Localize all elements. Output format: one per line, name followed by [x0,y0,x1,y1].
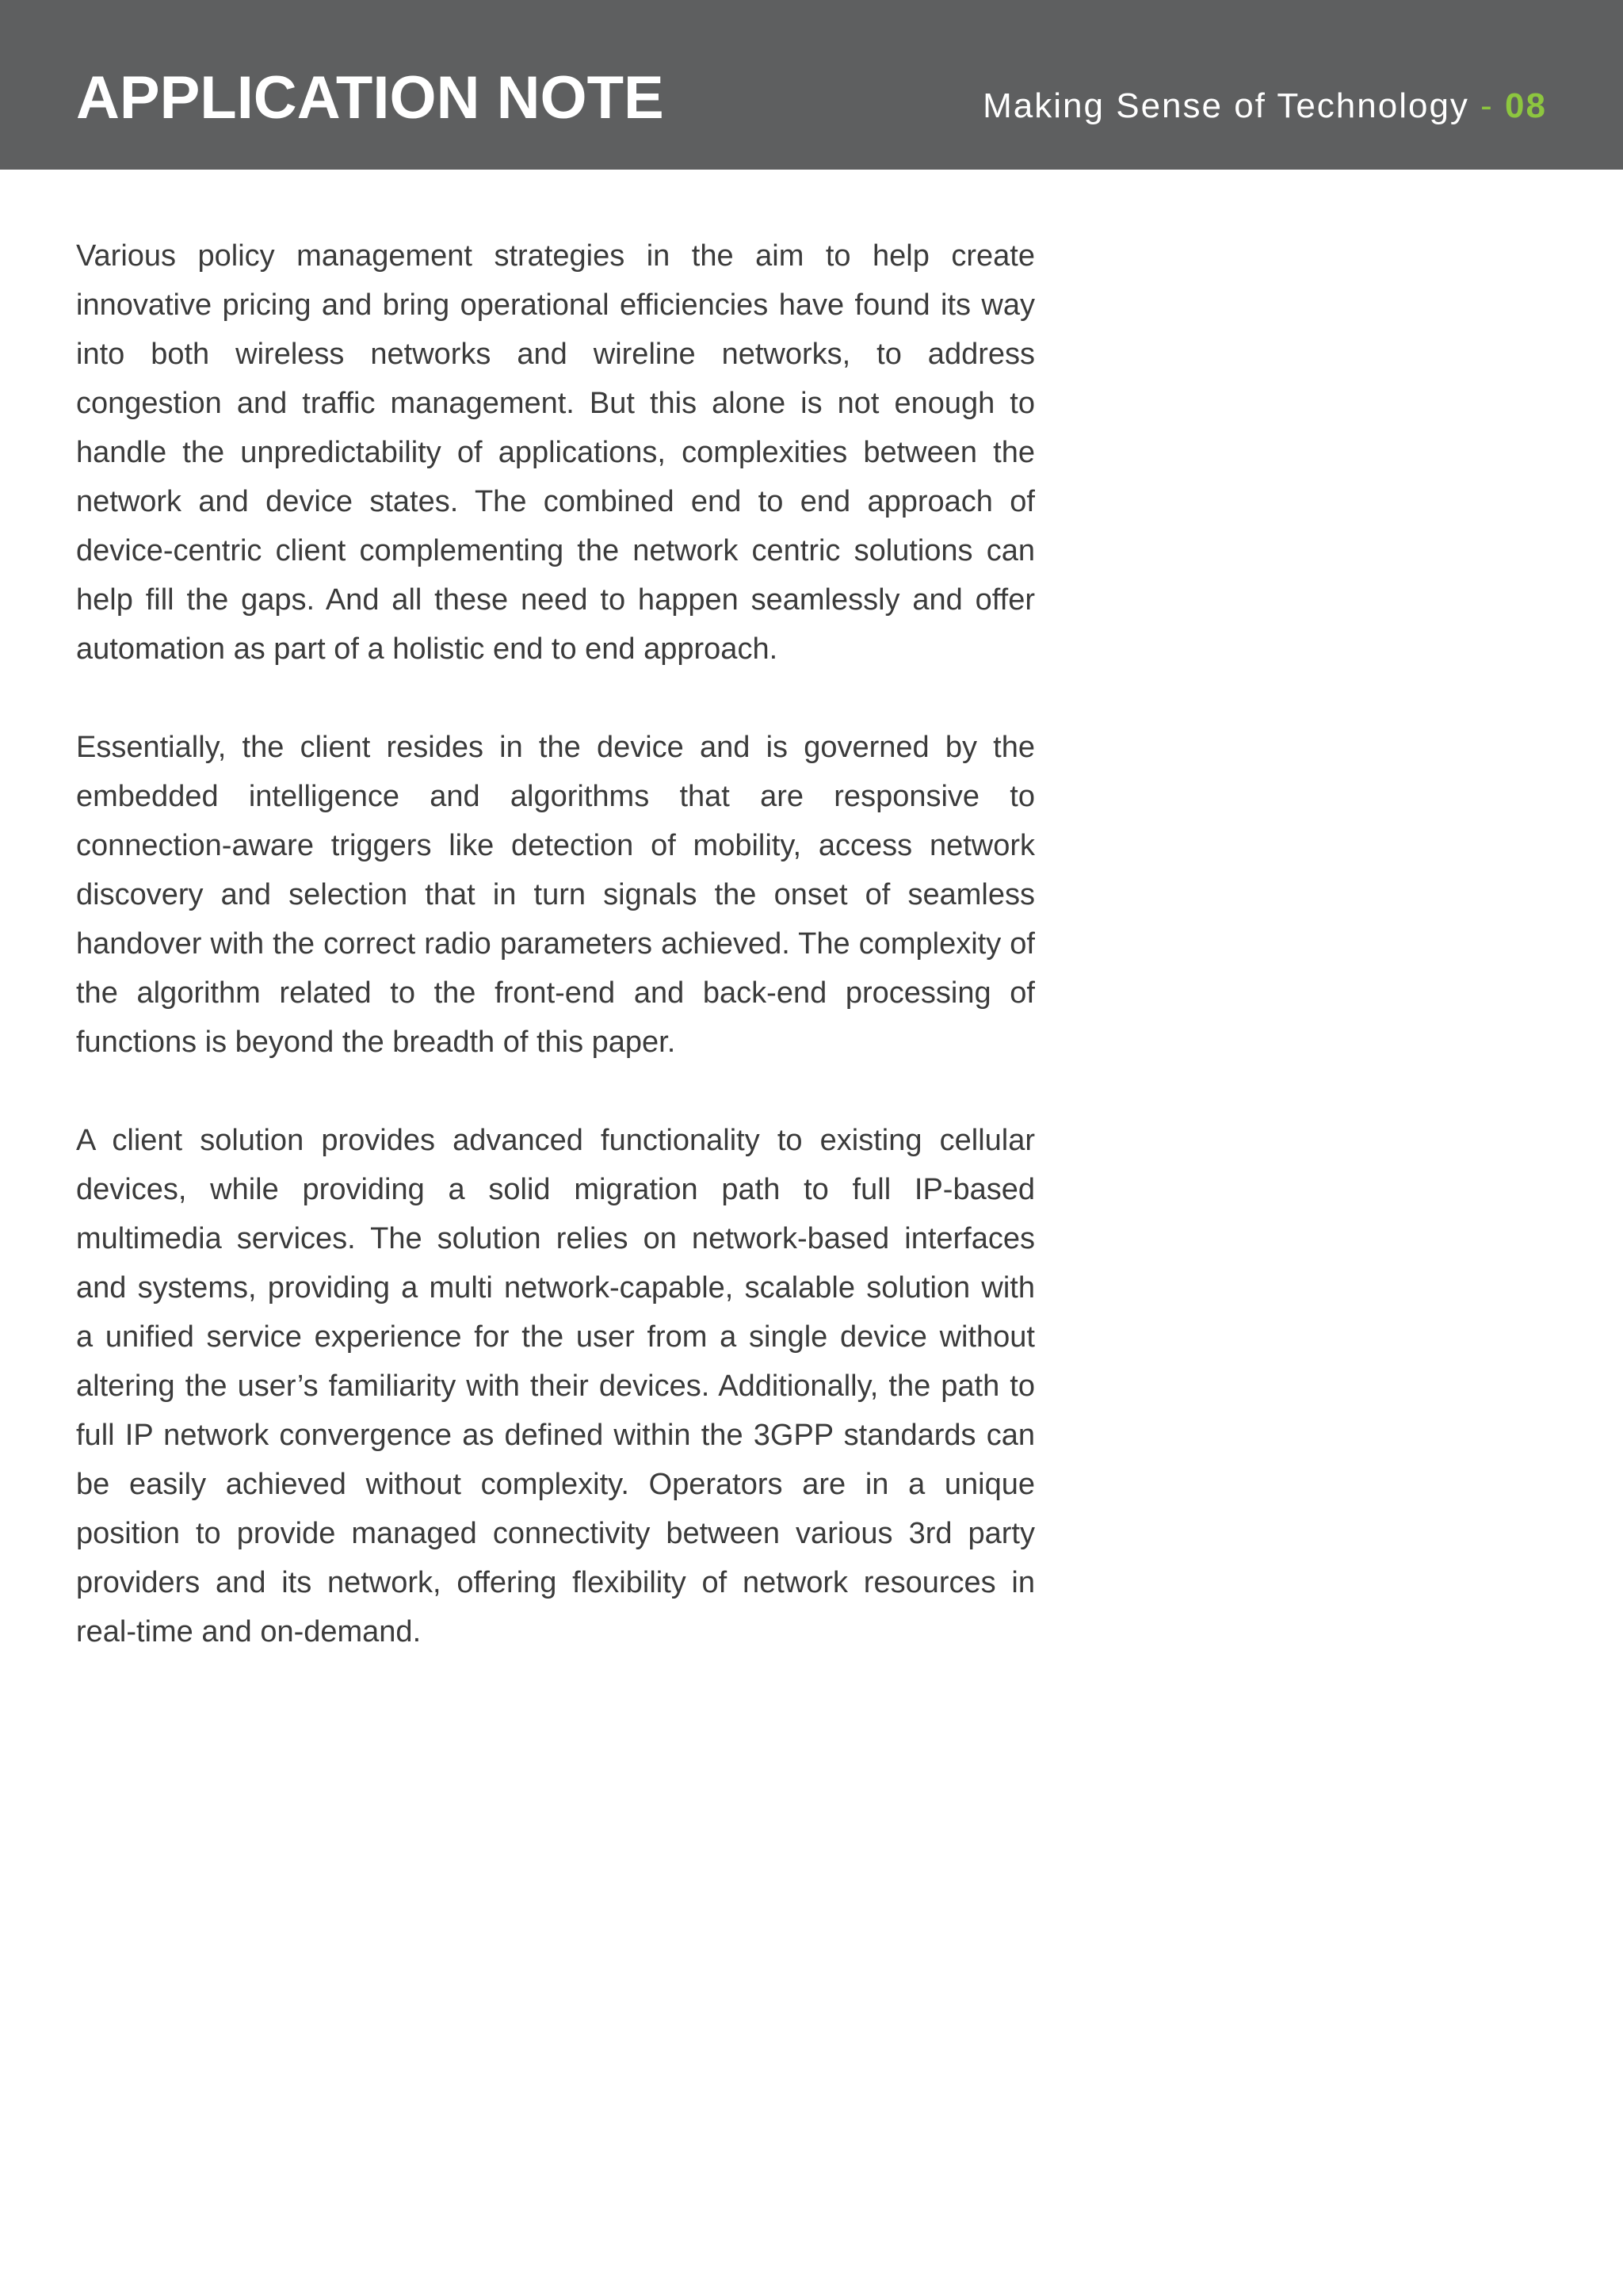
body-text [76,231,1035,1706]
page-number: 08 [1505,86,1547,125]
paragraph: Essentially, the client resides in the device and is governed by the embedded intelligence and algorithms that are responsive to connection-aware triggers like detection of mobility, access network discovery and selection that in turn signals the onset of seamless handover with the correct radio parameters achieved. The complexity of the algorithm related to the front-end and back-end processing of functions is beyond the breadth of this paper. [76,731,1035,1059]
paragraph: A client solution provides advanced functionality to existing cellular devices, while providing a solid migration path to full IP-based multimedia services. The solution relies on network-based interfaces and systems, providing a multi network-capable, scalable solution with a unified service experience for the user from a single device without altering the user’s familiarity with their devices. Additionally, the path to full IP network convergence as defined within the 3GPP standards can be easily achieved without complexity. Operators are in a unique position to provide managed connectivity between various 3rd party providers and its network, offering flexibility of network resources in real-time and on-demand. [76,1124,1035,1648]
document-type-title: APPLICATION NOTE [76,64,664,132]
paragraph: Various policy management strategies in the aim to help create innovative pricing and bring operational efficiencies have found its way into both wireless networks and wireline networks, to address congestion and traffic management. But this alone is not enough to handle the unpredictability of applications, complexities between the network and device states. The combined end to end approach of device-centric client complementing the network centric solutions can help fill the gaps. And all these need to happen seamlessly and offer automation as part of a holistic end to end approach. [76,239,1035,666]
page-header [0,0,1623,170]
page-number-separator: - [1468,86,1506,125]
tagline-text: Making Sense of Technology [983,86,1469,125]
header-tagline [983,82,1547,130]
